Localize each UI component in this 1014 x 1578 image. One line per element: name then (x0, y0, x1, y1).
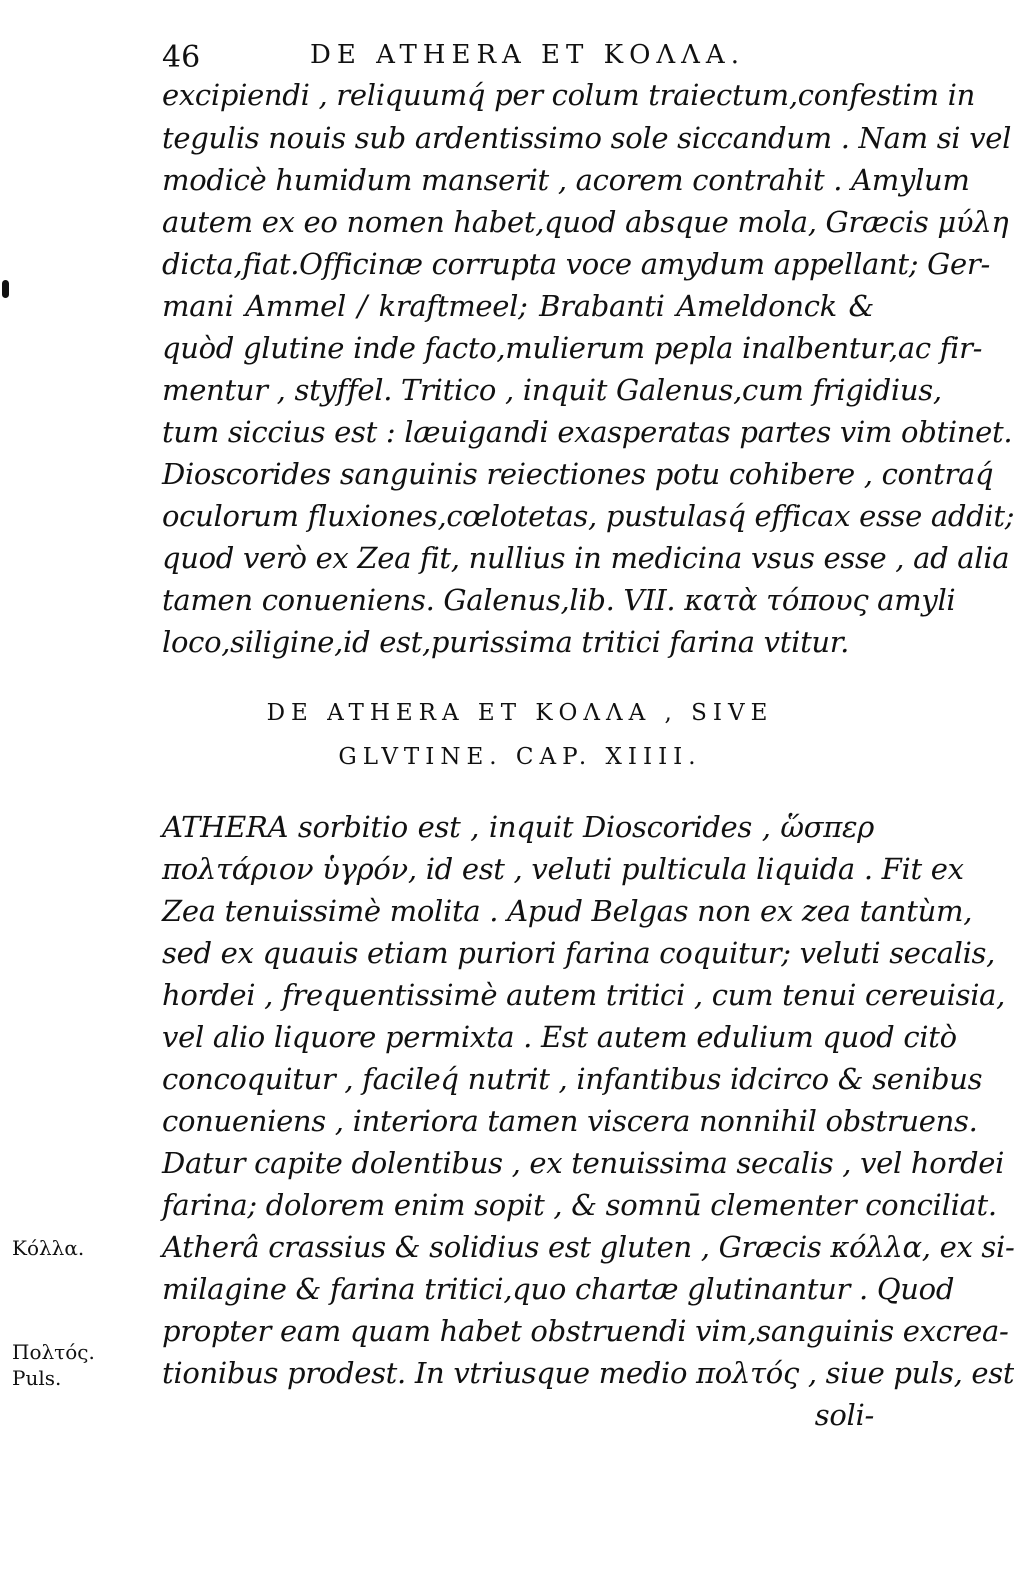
text-line: Zea tenuissimè molita . Apud Belgas non ex zea tantùm, (162, 894, 973, 928)
text-line: farina; dolorem enim sopit , & somnū clementer conciliat. (162, 1188, 997, 1222)
text-line: conueniens , interiora tamen viscera nonnihil obstruens. (162, 1104, 978, 1138)
margin-note-puls: Puls. (12, 1366, 62, 1390)
text-line: milagine & farina tritici,quo chartæ glutinantur . Quod (162, 1272, 955, 1306)
text-line: ATHERA sorbitio est , inquit Dioscorides , ὥσπερ (162, 810, 874, 844)
text-line: πολτάριον ὑγρόν, id est , veluti pulticula liquida . Fit ex (162, 852, 964, 886)
text-line: mani Ammel / kraftmeel; Brabanti Ameldonck & (162, 289, 874, 323)
text-line: quòd glutine inde facto,mulierum pepla inalbentur,ac fir- (162, 331, 983, 365)
text-line: Datur capite dolentibus , ex tenuissima secalis , vel hordei (162, 1146, 1005, 1180)
chapter-title-line2: GLVTINE. CAP. XIIII. (338, 744, 702, 770)
margin-note-kolla: Κόλλα. (12, 1236, 85, 1260)
text-line: excipiendi , reliquumq́ per colum traiectum,confestim in (162, 78, 975, 112)
text-line: tegulis nouis sub ardentissimo sole siccandum . Nam si vel (162, 121, 1012, 155)
text-line: tamen conueniens. Galenus,lib. VII. κατὰ τόπους amyli (162, 583, 956, 617)
page-number: 46 (162, 40, 201, 75)
text-line: sed ex quauis etiam puriori farina coquitur; veluti secalis, (162, 936, 996, 970)
text-line: loco,siligine,id est,purissima tritici farina vtitur. (162, 625, 850, 659)
text-line: propter eam quam habet obstruendi vim,sanguinis excrea- (162, 1314, 1009, 1348)
chapter-title-line1: DE ATHERA ET ΚΟΛΛΑ , SIVE (266, 700, 774, 726)
text-line: mentur , styffel. Tritico , inquit Galenus,cum frigidius, (162, 373, 942, 407)
text-line: quod verò ex Zea fit, nullius in medicina vsus esse , ad alia (162, 541, 1010, 575)
text-line: dicta,fiat.Officinæ corrupta voce amydum appellant; Ger- (162, 247, 990, 281)
text-line: Dioscorides sanguinis reiectiones potu cohibere , contraq́ (162, 457, 994, 491)
text-line: autem ex eo nomen habet,quod absque mola, Græcis μύλη (162, 205, 1009, 239)
text-line: Atherâ crassius & solidius est gluten , Græcis κόλλα, ex si- (162, 1230, 1014, 1264)
text-line: modicè humidum manserit , acorem contrahit . Amylum (162, 163, 970, 197)
margin-note-poltos: Πολτός. (12, 1340, 95, 1364)
text-line: hordei , frequentissimè autem tritici , cum tenui cereuisia, (162, 978, 1006, 1012)
running-head: DE ATHERA ET ΚΟΛΛΑ. (310, 40, 745, 70)
text-line: tum siccius est : læuigandi exasperatas partes vim obtinet. (162, 415, 1013, 449)
text-line: oculorum fluxiones,cœlotetas, pustulasq́ efficax esse addit; (162, 499, 1014, 533)
text-line: vel alio liquore permixta . Est autem edulium quod citò (162, 1020, 957, 1054)
text-line: tionibus prodest. In vtriusque medio πολτός , siue puls, est (162, 1356, 1014, 1390)
ink-mark (2, 280, 9, 298)
text-line: concoquitur , facileq́ nutrit , infantibus idcirco & senibus (162, 1062, 983, 1096)
catchword: soli- (814, 1398, 874, 1432)
